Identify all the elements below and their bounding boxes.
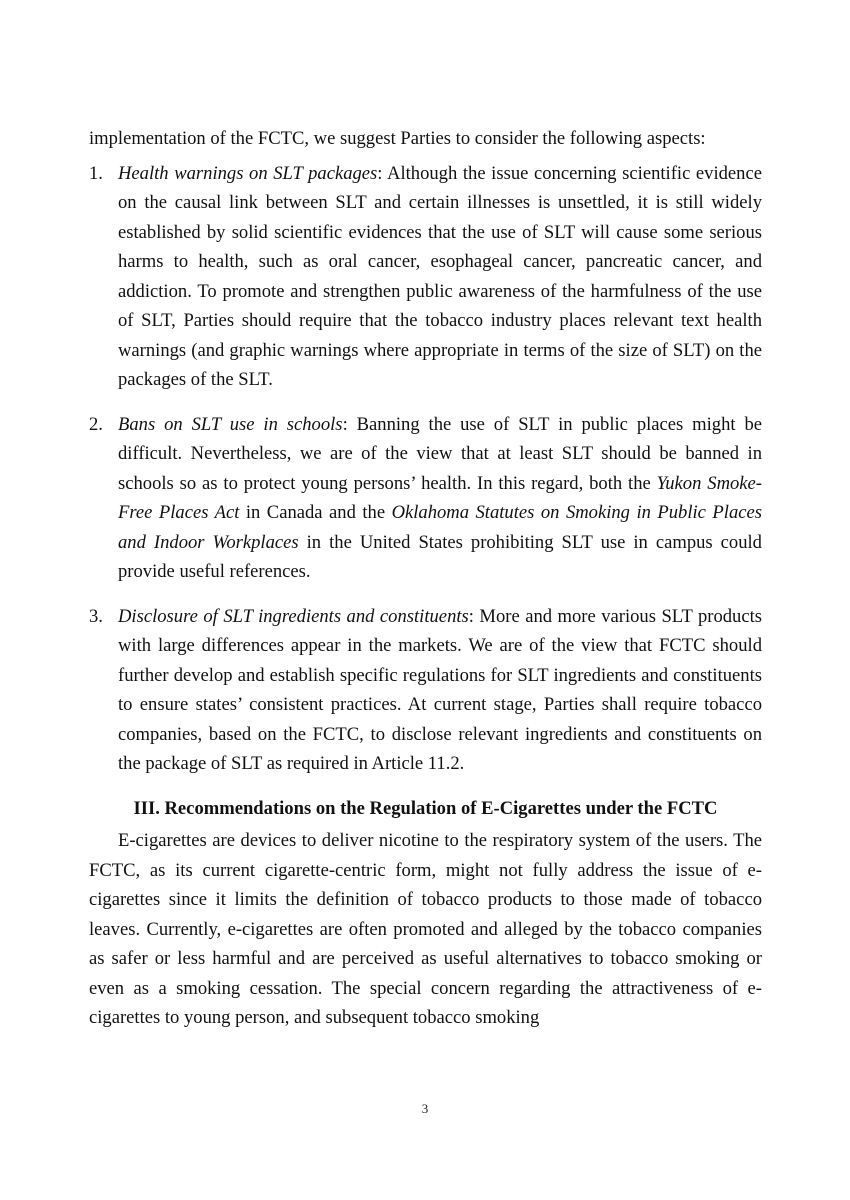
list-item-school-bans bbox=[89, 410, 762, 587]
list-item-title: Health warnings on SLT packages bbox=[118, 162, 378, 184]
list-item-text: : Although the issue concerning scientific evidence on the causal link between SLT and certain illnesses is unsettled, it is still widely established by solid scientific evidences that the use of SLT will cause some serious harms to health, such as oral cancer, esophageal cancer, pancreatic cancer, and addiction. To promote and strengthen public awareness of the harmfulness of the use of SLT, Parties should require that the tobacco industry places relevant text health warnings (and graphic warnings where appropriate in terms of the size of SLT) on the packages of the SLT. bbox=[118, 162, 762, 390]
list-item-disclosure bbox=[89, 602, 762, 779]
recommendation-list bbox=[89, 159, 762, 779]
list-item-number: 3. bbox=[89, 605, 103, 627]
list-item-title: Bans on SLT use in schools bbox=[118, 413, 343, 435]
list-item-text: : Banning the use of SLT in public places might be difficult. Nevertheless, we are of the view that at least SLT should be banned in schools so as to protect young persons’ health. In this regard, both the bbox=[118, 413, 763, 494]
list-item-number: 2. bbox=[89, 413, 103, 435]
list-item-health-warnings bbox=[89, 159, 762, 395]
page-content bbox=[89, 124, 762, 1033]
list-item-text: in Canada and the bbox=[239, 502, 392, 523]
list-item-title: Disclosure of SLT ingredients and constituents bbox=[118, 605, 469, 627]
lead-paragraph: implementation of the FCTC, we suggest Parties to consider the following aspects: bbox=[89, 128, 706, 149]
section-heading: III. Recommendations on the Regulation of E-Cigarettes under the FCTC bbox=[133, 797, 718, 819]
list-item-text: : More and more various SLT products with large differences appear in the markets. We are of the view that FCTC should further develop and establish specific regulations for SLT ingredients and constituents to ensure states’ consistent practices. At current stage, Parties shall require tobacco companies, based on the FCTC, to disclose relevant ingredients and constituents on the package of SLT as required in Article 11.2. bbox=[118, 605, 762, 774]
act-title-oklahoma: Oklahoma Statutes on Smoking in Public Places and Indoor Workplaces bbox=[118, 502, 762, 553]
list-item-text: in the United States prohibiting SLT use in campus could provide useful references. bbox=[118, 531, 762, 582]
page-number: 3 bbox=[421, 1101, 429, 1116]
section-paragraph: E-cigarettes are devices to deliver nicotine to the respiratory system of the users. The FCTC, as its current cigarette-centric form, might not fully address the issue of e-cigarettes since it limits the definition of tobacco products to those made of tobacco leaves. Currently, e-cigarettes are often promoted and alleged by the tobacco companies as safer or less harmful and are perceived as useful alternatives to tobacco smoking or even as a smoking cessation. The special concern regarding the attractiveness of e-cigarettes to young person, and subsequent tobacco smoking bbox=[89, 830, 762, 1028]
act-title-yukon: Yukon Smoke-Free Places Act bbox=[118, 472, 762, 523]
list-item-number: 1. bbox=[89, 162, 103, 184]
